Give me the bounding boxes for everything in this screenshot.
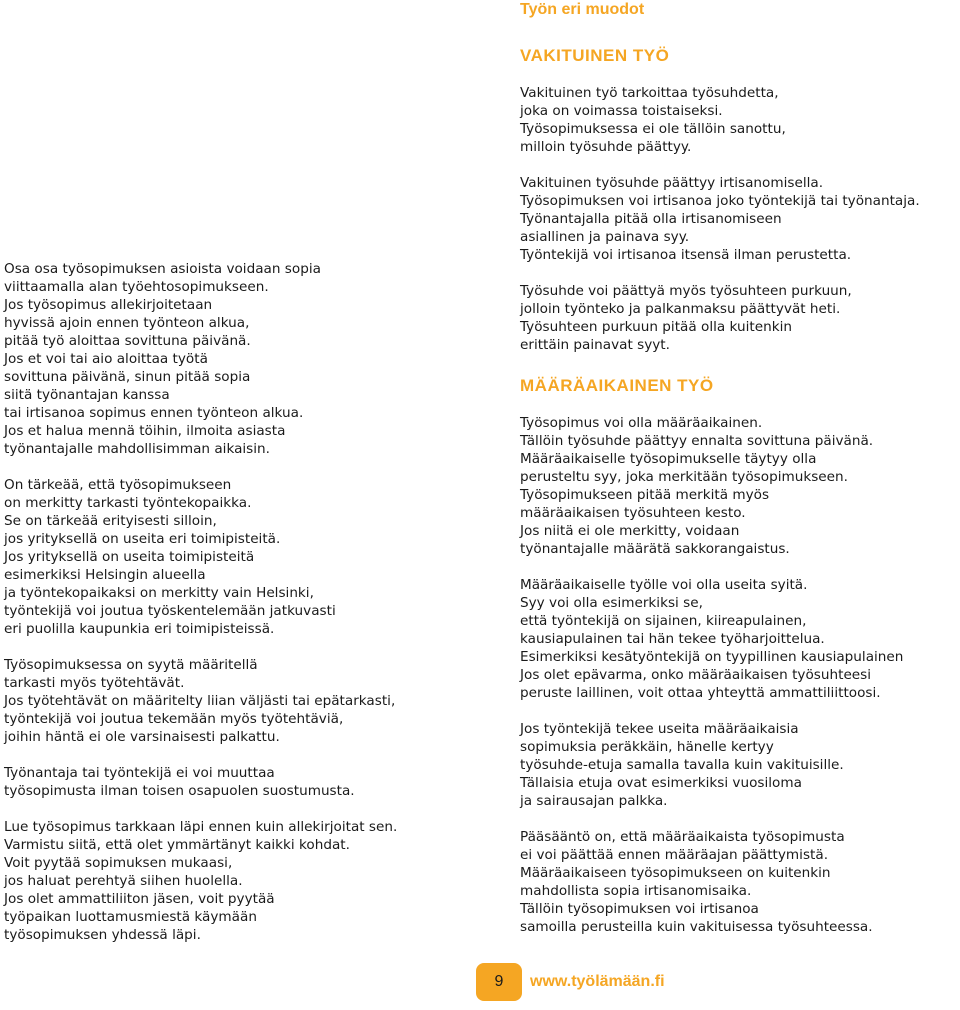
text-line: Tällaisia etuja ovat esimerkiksi vuosiloma bbox=[520, 775, 802, 791]
section-heading: VAKITUINEN TYÖ bbox=[520, 46, 670, 65]
text-line: erittäin painavat syyt. bbox=[520, 337, 670, 353]
text-line: työsopimuksen yhdessä läpi. bbox=[4, 927, 201, 943]
text-line: samoilla perusteilla kuin vakituisessa työsuhteessa. bbox=[520, 919, 873, 935]
body-paragraph bbox=[4, 656, 464, 746]
text-line: Vakituinen työ tarkoittaa työsuhdetta, bbox=[520, 85, 779, 101]
text-line: Jos työsopimus allekirjoitetaan bbox=[4, 297, 213, 313]
text-line: työnantajalle määrätä sakkorangaistus. bbox=[520, 541, 790, 557]
text-line: työntekijä voi joutua työskentelemään jatkuvasti bbox=[4, 603, 336, 619]
text-line: Työsuhteen purkuun pitää olla kuitenkin bbox=[520, 319, 792, 335]
text-line: Varmistu siitä, että olet ymmärtänyt kaikki kohdat. bbox=[4, 837, 350, 853]
text-line: esimerkiksi Helsingin alueella bbox=[4, 567, 206, 583]
right-column bbox=[520, 46, 960, 954]
text-line: että työntekijä on sijainen, kiireapulainen, bbox=[520, 613, 807, 629]
section-heading: MÄÄRÄAIKAINEN TYÖ bbox=[520, 376, 714, 395]
text-line: jos haluat perehtyä siihen huolella. bbox=[4, 873, 243, 889]
text-line: Vakituinen työsuhde päättyy irtisanomisella. bbox=[520, 175, 824, 191]
text-line: tai irtisanoa sopimus ennen työnteon alkua. bbox=[4, 405, 304, 421]
body-paragraph bbox=[4, 260, 464, 458]
text-line: työsopimusta ilman toisen osapuolen suostumusta. bbox=[4, 783, 355, 799]
text-line: joka on voimassa toistaiseksi. bbox=[520, 103, 723, 119]
section-paragraph bbox=[520, 576, 960, 702]
text-line: Määräaikaiselle työlle voi olla useita syitä. bbox=[520, 577, 808, 593]
text-line: Jos yrityksellä on useita toimipisteitä bbox=[4, 549, 255, 565]
text-line: viittaamalla alan työehtosopimukseen. bbox=[4, 279, 269, 295]
section-paragraph bbox=[520, 282, 960, 354]
left-column bbox=[4, 260, 464, 962]
page-header-title: Työn eri muodot bbox=[520, 1, 645, 18]
text-line: kausiapulainen tai hän tekee työharjoittelua. bbox=[520, 631, 825, 647]
text-line: Määräaikaiselle työsopimukselle täytyy olla bbox=[520, 451, 817, 467]
text-line: Työnantajalla pitää olla irtisanomiseen bbox=[520, 211, 782, 227]
text-line: peruste laillinen, voit ottaa yhteyttä ammattiliittoosi. bbox=[520, 685, 881, 701]
body-paragraph bbox=[4, 764, 464, 800]
text-line: mahdollista sopia irtisanomisaika. bbox=[520, 883, 752, 899]
text-line: milloin työsuhde päättyy. bbox=[520, 139, 692, 155]
text-line: on merkitty tarkasti työntekopaikka. bbox=[4, 495, 252, 511]
body-paragraph bbox=[4, 476, 464, 638]
text-line: Työsopimuksen voi irtisanoa joko työntekijä tai työnantaja. bbox=[520, 193, 920, 209]
section-paragraph bbox=[520, 414, 960, 558]
text-line: Jos työtehtävät on määritelty liian väljästi tai epätarkasti, bbox=[4, 693, 396, 709]
text-line: Työsuhde voi päättyä myös työsuhteen purkuun, bbox=[520, 283, 852, 299]
body-paragraph bbox=[4, 818, 464, 944]
text-line: työsuhde-etuja samalla tavalla kuin vakituisille. bbox=[520, 757, 844, 773]
text-line: Tällöin työsuhde päättyy ennalta sovittuna päivänä. bbox=[520, 433, 874, 449]
text-line: sovittuna päivänä, sinun pitää sopia bbox=[4, 369, 251, 385]
text-line: Työnantaja tai työntekijä ei voi muuttaa bbox=[4, 765, 275, 781]
text-line: Työntekijä voi irtisanoa itsensä ilman perustetta. bbox=[520, 247, 852, 263]
text-line: ei voi päättää ennen määräajan päättymistä. bbox=[520, 847, 829, 863]
text-line: asiallinen ja painava syy. bbox=[520, 229, 690, 245]
text-line: Jos et voi tai aio aloittaa työtä bbox=[4, 351, 208, 367]
text-line: Lue työsopimus tarkkaan läpi ennen kuin allekirjoitat sen. bbox=[4, 819, 398, 835]
text-line: ja työntekopaikaksi on merkitty vain Helsinki, bbox=[4, 585, 314, 601]
text-line: ja sairausajan palkka. bbox=[520, 793, 668, 809]
section-paragraph bbox=[520, 828, 960, 936]
text-line: määräaikaisen työsuhteen kesto. bbox=[520, 505, 746, 521]
text-line: Työsopimus voi olla määräaikainen. bbox=[520, 415, 763, 431]
text-line: Syy voi olla esimerkiksi se, bbox=[520, 595, 703, 611]
text-line: Se on tärkeää erityisesti silloin, bbox=[4, 513, 217, 529]
text-line: sopimuksia peräkkäin, hänelle kertyy bbox=[520, 739, 774, 755]
text-line: Määräaikaiseen työsopimukseen on kuitenkin bbox=[520, 865, 831, 881]
text-line: Voit pyytää sopimuksen mukaasi, bbox=[4, 855, 233, 871]
text-line: työntekijä voi joutua tekemään myös työtehtäviä, bbox=[4, 711, 344, 727]
text-line: työnantajalle mahdollisimman aikaisin. bbox=[4, 441, 270, 457]
text-line: tarkasti myös työtehtävät. bbox=[4, 675, 185, 691]
text-line: perusteltu syy, joka merkitään työsopimukseen. bbox=[520, 469, 848, 485]
text-line: Jos olet ammattiliiton jäsen, voit pyytää bbox=[4, 891, 275, 907]
text-line: joihin häntä ei ole varsinaisesti palkattu. bbox=[4, 729, 280, 745]
text-line: työpaikan luottamusmiestä käymään bbox=[4, 909, 257, 925]
text-line: Työsopimuksessa ei ole tällöin sanottu, bbox=[520, 121, 786, 137]
text-line: siitä työnantajan kanssa bbox=[4, 387, 170, 403]
section-paragraph bbox=[520, 84, 960, 156]
text-line: jos yrityksellä on useita eri toimipisteitä. bbox=[4, 531, 281, 547]
section-paragraph bbox=[520, 174, 960, 264]
text-line: Jos työntekijä tekee useita määräaikaisia bbox=[520, 721, 799, 737]
website-link[interactable]: www.työlämään.fi bbox=[530, 973, 665, 990]
text-line: eri puolilla kaupunkia eri toimipisteissä. bbox=[4, 621, 275, 637]
text-line: Jos niitä ei ole merkitty, voidaan bbox=[520, 523, 740, 539]
text-line: Tällöin työsopimuksen voi irtisanoa bbox=[520, 901, 759, 917]
page-footer bbox=[476, 963, 665, 1001]
text-line: jolloin työnteko ja palkanmaksu päättyvät heti. bbox=[520, 301, 841, 317]
text-line: Työsopimukseen pitää merkitä myös bbox=[520, 487, 770, 503]
text-line: Jos et halua mennä töihin, ilmoita asiasta bbox=[4, 423, 286, 439]
text-line: Pääsääntö on, että määräaikaista työsopimusta bbox=[520, 829, 845, 845]
text-line: pitää työ aloittaa sovittuna päivänä. bbox=[4, 333, 251, 349]
text-line: Jos olet epävarma, onko määräaikaisen työsuhteesi bbox=[520, 667, 872, 683]
text-line: hyvissä ajoin ennen työnteon alkua, bbox=[4, 315, 250, 331]
page-number-badge: 9 bbox=[476, 963, 522, 1001]
text-line: Osa osa työsopimuksen asioista voidaan sopia bbox=[4, 261, 321, 277]
text-line: Esimerkiksi kesätyöntekijä on tyypillinen kausiapulainen bbox=[520, 649, 904, 665]
text-line: On tärkeää, että työsopimukseen bbox=[4, 477, 232, 493]
text-line: Työsopimuksessa on syytä määritellä bbox=[4, 657, 258, 673]
section-paragraph bbox=[520, 720, 960, 810]
